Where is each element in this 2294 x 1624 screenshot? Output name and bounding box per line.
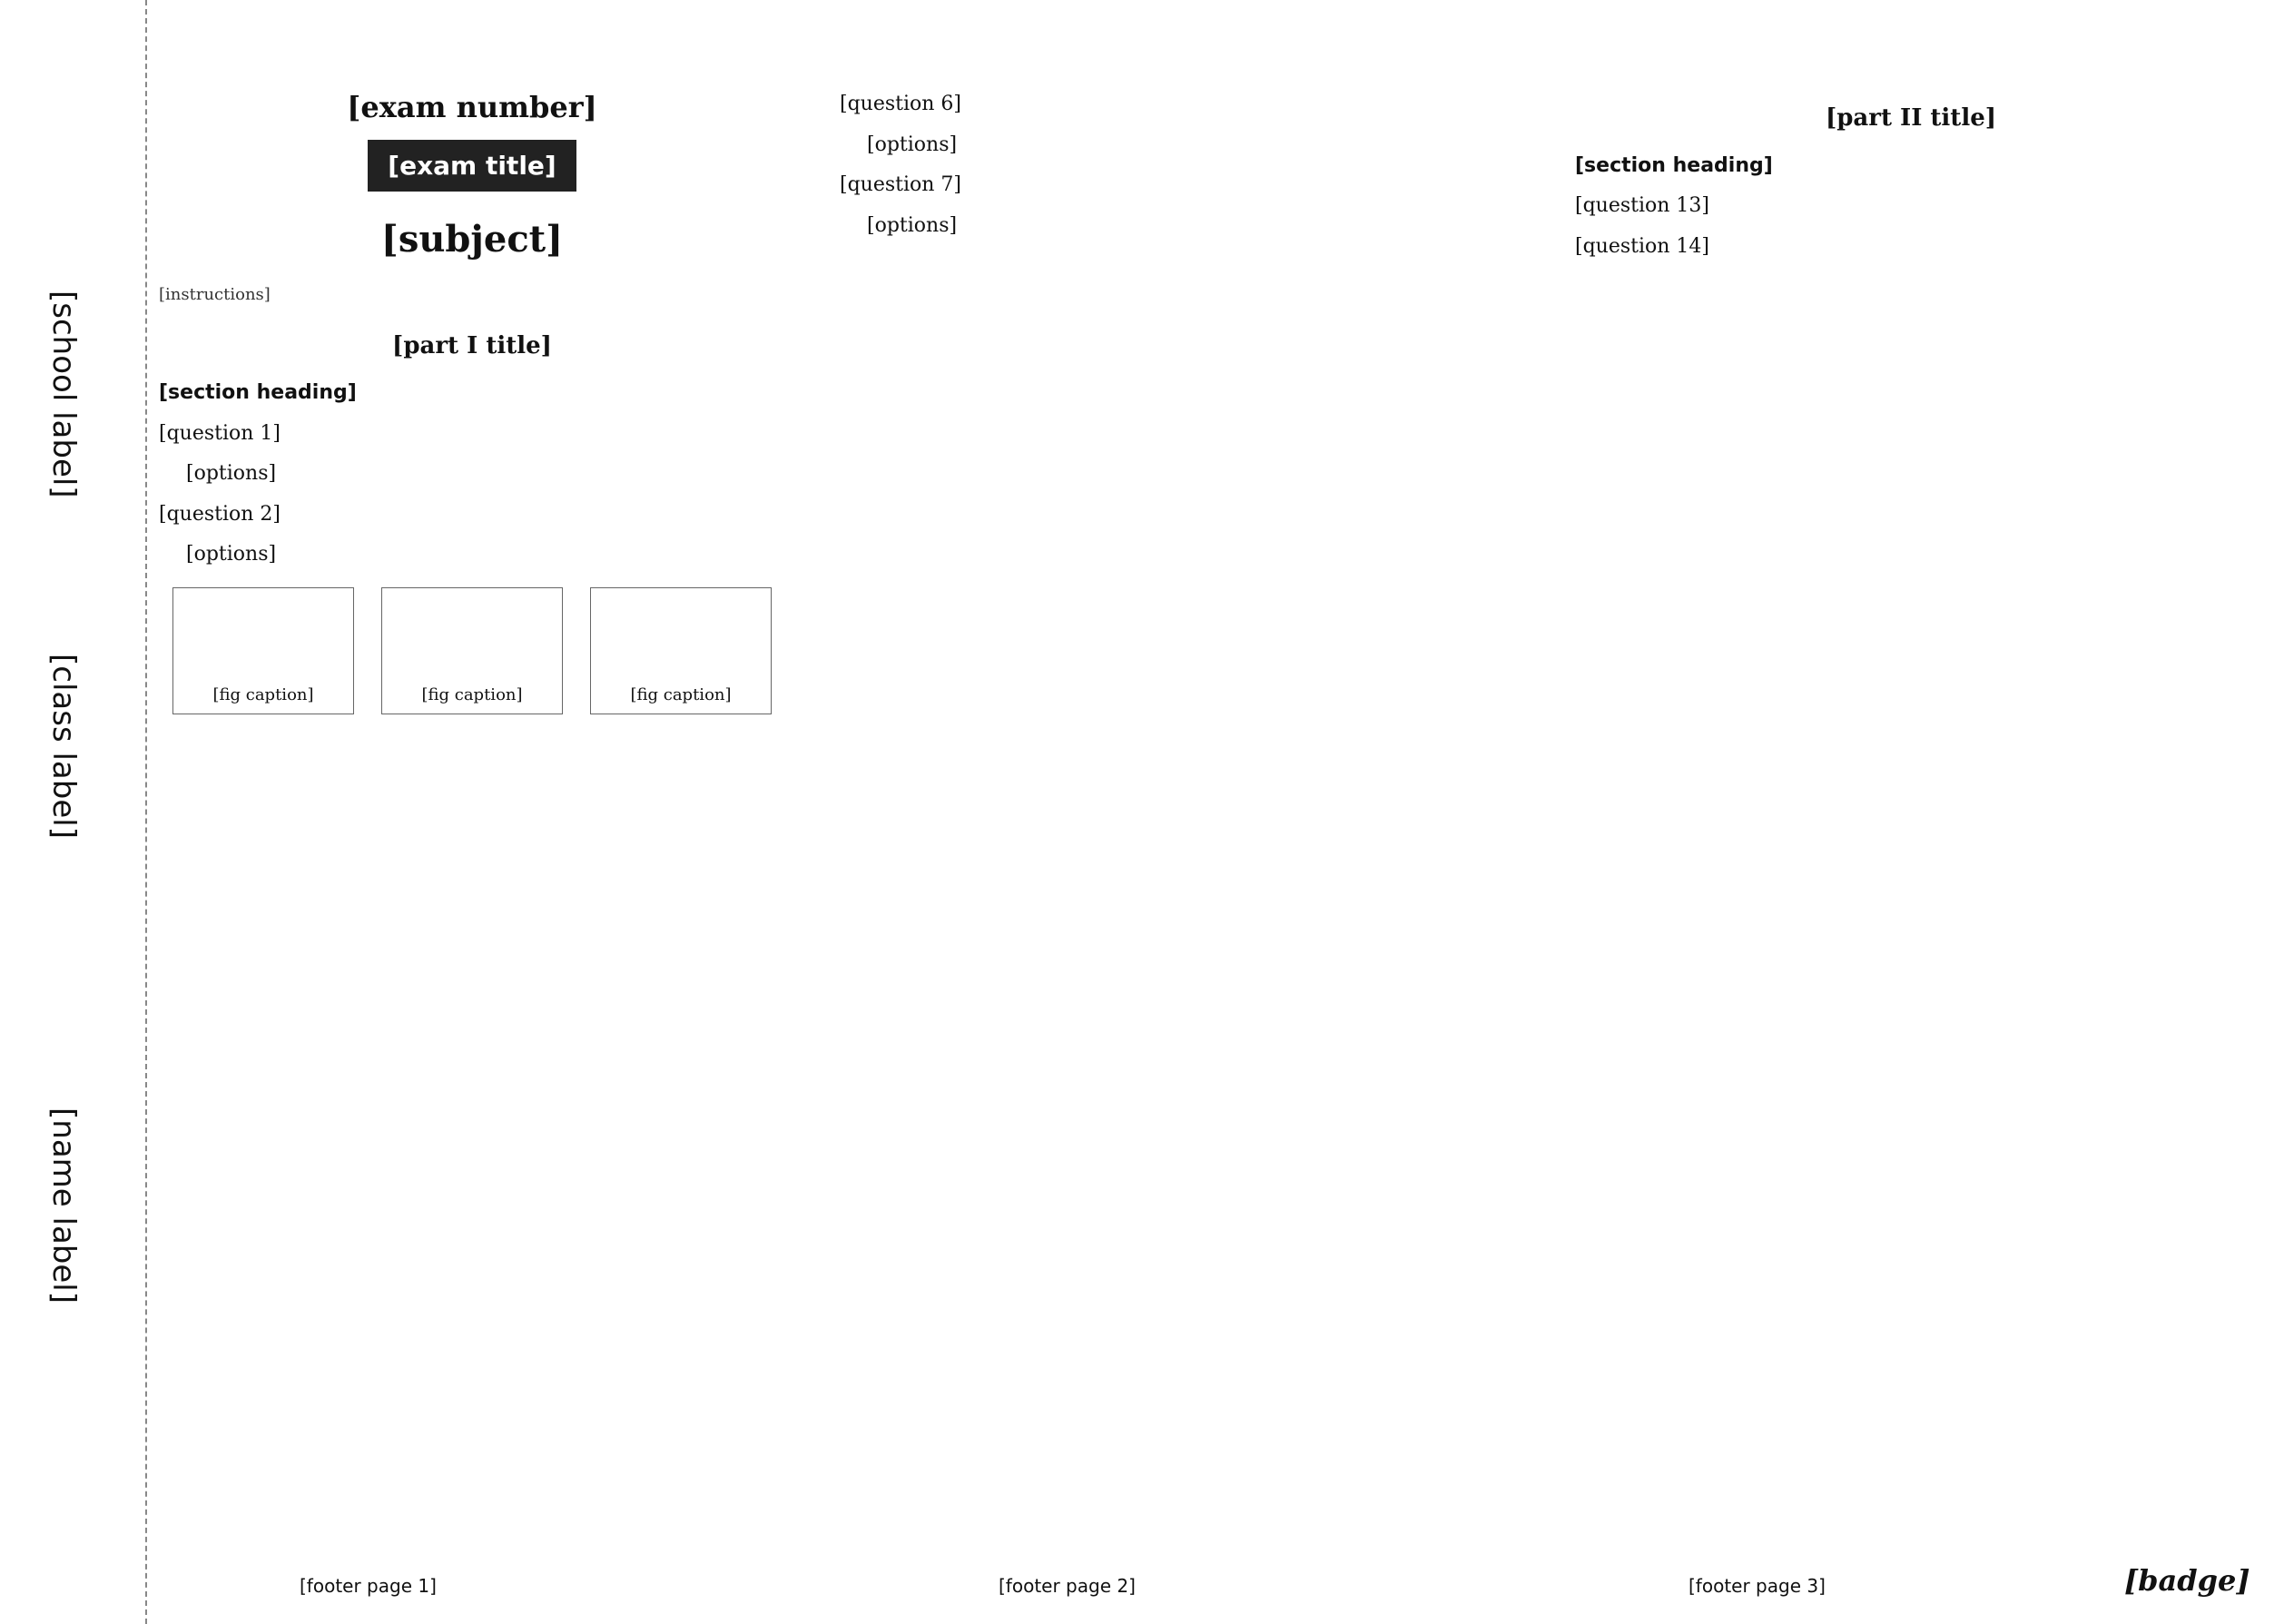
binding-margin [0,0,147,1624]
figure-row [159,587,785,714]
question-7: [question 7] [840,173,962,196]
part-2-title: [part II title] [1825,104,1997,132]
subject-title: [subject] [380,218,564,261]
section-heading: [section heading] [159,381,357,404]
question-14: [question 14] [1575,234,1710,258]
question-2-options: [options] [186,543,277,566]
figure-a: [fig caption] [172,587,354,714]
footer-page-3: [footer page 3] [1689,1575,1826,1597]
figure-b: [fig caption] [381,587,563,714]
question-1: [question 1] [159,421,281,445]
class-label: [class label] [45,654,82,839]
question-6-options: [options] [867,133,958,156]
school-label: [school label] [45,290,82,498]
column-3 [1575,82,2247,1534]
column-1 [159,82,785,1534]
footer-page-2: [footer page 2] [999,1575,1136,1597]
question-6: [question 6] [840,93,962,115]
footer-page-1: [footer page 1] [300,1575,437,1597]
section-2-heading: [section heading] [1575,153,1773,177]
part-1-title: [part I title] [392,331,552,359]
name-label: [name label] [45,1107,82,1304]
exam-header [159,82,785,310]
question-1-options: [options] [186,462,277,485]
exam-badge: [badge] [2124,1563,2250,1598]
question-2: [question 2] [159,502,281,526]
exam-title: [exam title] [368,140,576,192]
exam-number: [exam number] [347,90,597,124]
column-2 [840,82,1502,1534]
figure-c: [fig caption] [590,587,772,714]
question-13: [question 13] [1575,194,1710,217]
exam-instructions: [instructions] [159,285,271,304]
question-7-options: [options] [867,213,958,237]
